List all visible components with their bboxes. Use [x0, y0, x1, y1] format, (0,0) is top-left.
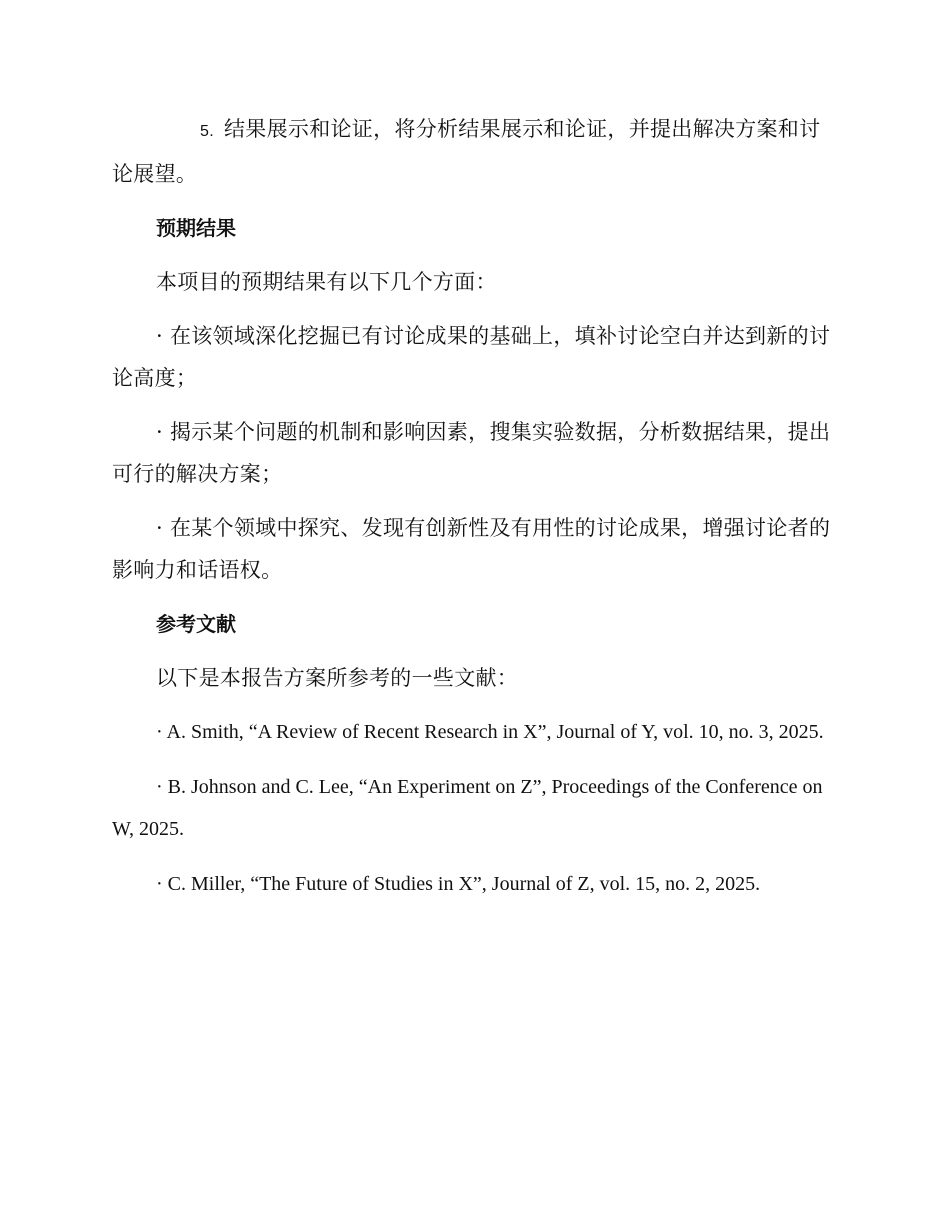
references-intro: 以下是本报告方案所参考的一些文献： [156, 666, 519, 690]
references-heading: 参考文献 [156, 612, 236, 636]
reference-item-1: · A. Smith, “A Review of Recent Research in X”, Journal of Y, vol. 10, no. 3, 2025. [156, 721, 824, 743]
expected-result-bullet-1: · 在该领域深化挖掘已有讨论成果的基础上，填补讨论空白并达到新的讨论高度； [112, 324, 831, 390]
step-5-text: 结果展示和论证，将分析结果展示和论证，并提出解决方案和讨论展望。 [112, 117, 821, 186]
document-body [112, 108, 832, 918]
reference-item-2: · B. Johnson and C. Lee, “An Experiment on Z”, Proceedings of the Conference on W, 2025. [112, 776, 823, 840]
expected-results-heading: 预期结果 [156, 216, 236, 240]
expected-result-bullet-2: · 揭示某个问题的机制和影响因素，搜集实验数据，分析数据结果，提出可行的解决方案； [112, 420, 831, 486]
step-5-paragraph [112, 108, 832, 195]
expected-result-bullet-3: · 在某个领域中探究、发现有创新性及有用性的讨论成果，增强讨论者的影响力和话语权。 [112, 516, 831, 582]
reference-item-3: · C. Miller, “The Future of Studies in X”, Journal of Z, vol. 15, no. 2, 2025. [156, 873, 761, 895]
expected-results-intro: 本项目的预期结果有以下几个方面： [156, 270, 497, 294]
step-5-number: 5. [200, 123, 214, 140]
